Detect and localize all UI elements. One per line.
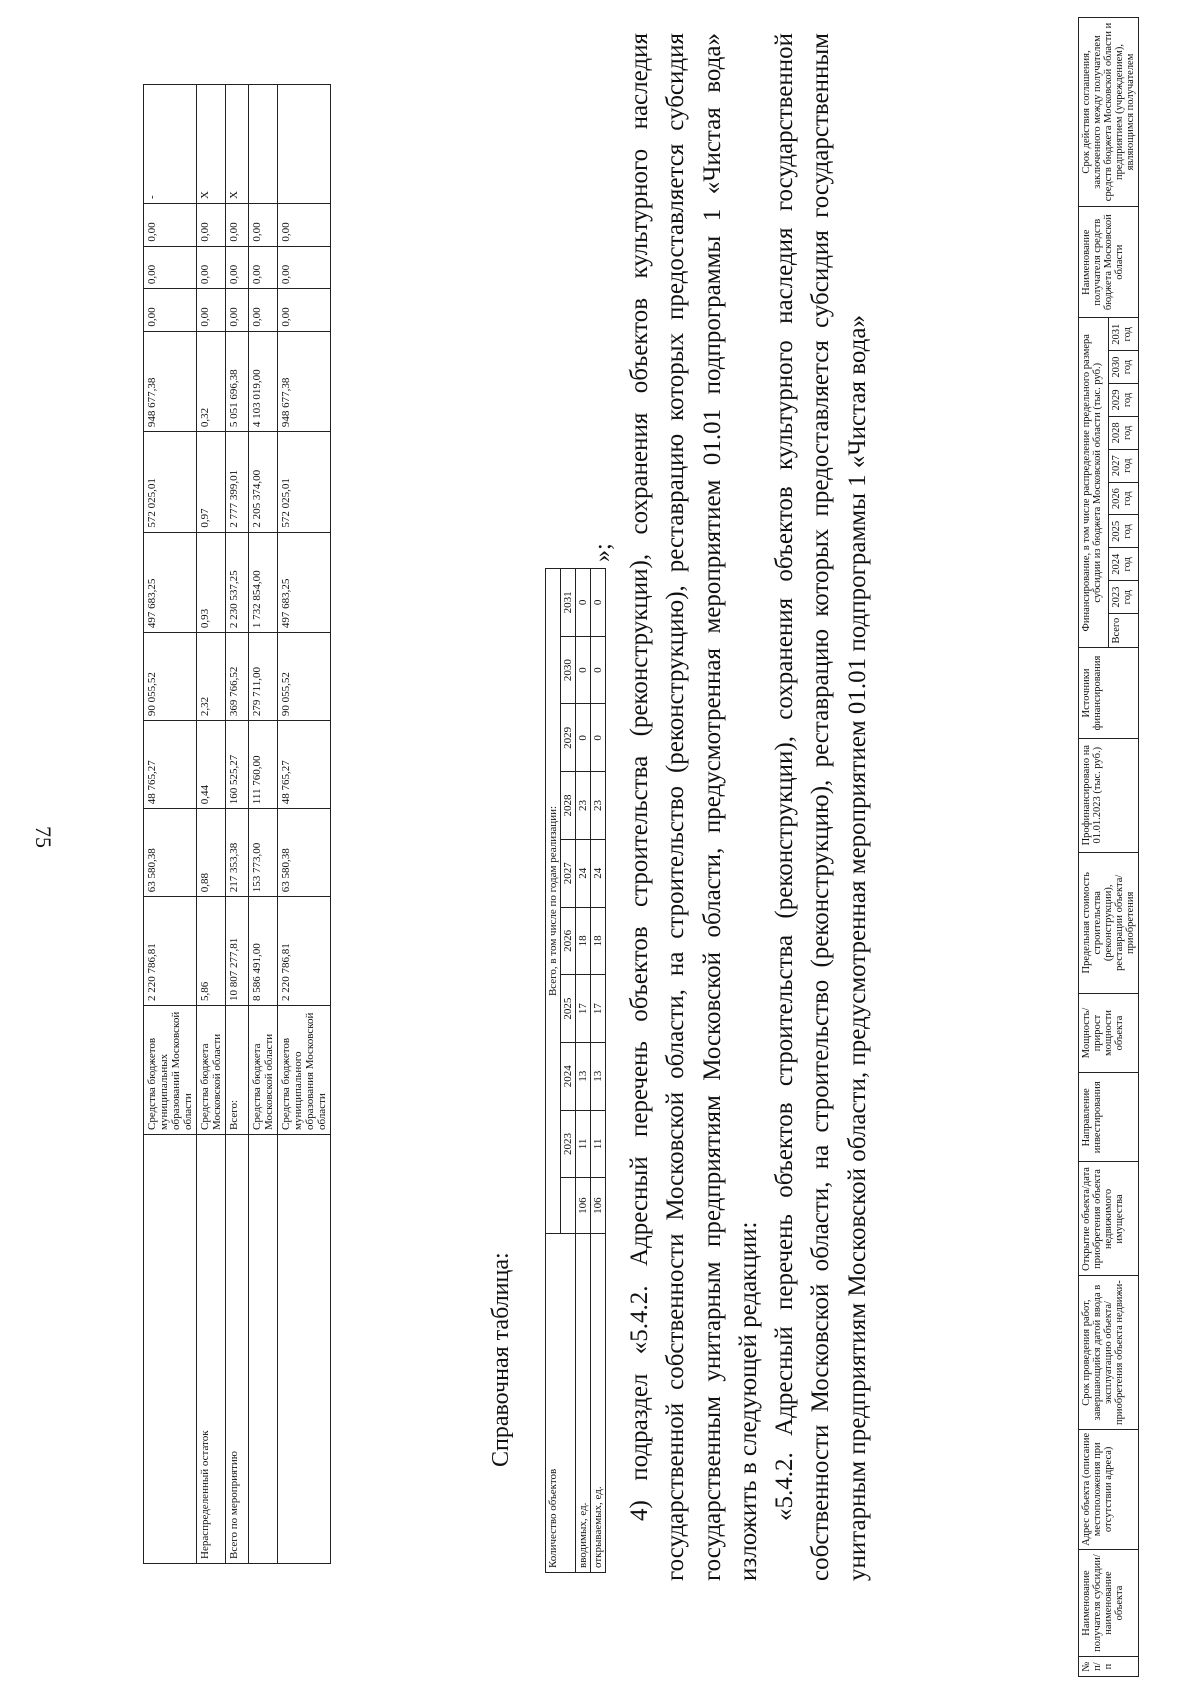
ref-row-value: 13: [576, 1042, 591, 1110]
address-list-subheader-9: 2031 год: [1109, 318, 1139, 351]
budget-cell: 497 683,25: [278, 532, 331, 632]
ref-year-2023: 2023: [561, 1110, 576, 1178]
budget-cell: 2,32: [197, 633, 226, 721]
budget-cell: 0,32: [197, 331, 226, 431]
ref-row-value: 17: [591, 975, 606, 1043]
budget-row-mark: [249, 85, 278, 204]
ref-row-value: 0: [591, 569, 606, 637]
budget-cell: 63 580,38: [278, 809, 331, 897]
address-list-subheader-8: 2030 год: [1109, 351, 1139, 384]
address-list-header-0: № п/п: [1079, 1657, 1139, 1677]
reference-row: [576, 569, 591, 1573]
address-list-header-11: Наименование получателя средств бюджета Московской области: [1079, 206, 1139, 317]
budget-row-label: Всего по мероприятию: [226, 1135, 249, 1564]
ref-year-2030: 2030: [561, 636, 576, 704]
ref-row-value: 18: [576, 907, 591, 975]
address-list-subheader-7: 2029 год: [1109, 384, 1139, 417]
budget-row-source: Средства бюджетов муниципальных образований Московской области: [144, 1006, 197, 1135]
budget-row-source: Всего:: [226, 1006, 249, 1135]
ref-row-value: 17: [576, 975, 591, 1043]
address-list-header-12: Срок действия соглашения, заключенного между получателем средств бюджета Московской области и предприятием (учреждением), являющимся получателем: [1079, 18, 1139, 207]
budget-row-mark: X: [226, 85, 249, 204]
body-text: [622, 33, 876, 1581]
address-list-header-2: Адрес объекта (описание местоположения при отсутствии адреса): [1079, 1429, 1139, 1549]
budget-cell: 48 765,27: [278, 721, 331, 809]
ref-row-value: 23: [591, 772, 606, 840]
ref-row-value: 13: [591, 1042, 606, 1110]
address-list-subheader-0: Всего: [1109, 614, 1139, 648]
ref-year-2025: 2025: [561, 975, 576, 1043]
ref-col-total: Всего, в том числе по годам реализации:: [546, 569, 561, 1234]
ref-row-value: 18: [591, 907, 606, 975]
address-list-header-9: Источники финансирования: [1079, 648, 1139, 739]
budget-cell: 948 677,38: [144, 331, 197, 431]
ref-year-2026: 2026: [561, 907, 576, 975]
budget-row-source: Средства бюджетов муниципального образования Московской области: [278, 1006, 331, 1135]
ref-row-label: открываемых, ед.: [591, 1234, 606, 1573]
budget-cell: 0,00: [278, 204, 331, 247]
budget-table: [143, 84, 331, 1564]
budget-cell: 0,00: [197, 246, 226, 289]
budget-cell: 0,00: [144, 204, 197, 247]
budget-row-source: Средства бюджета Московской области: [197, 1006, 226, 1135]
budget-cell: 2 220 786,81: [278, 897, 331, 1006]
address-list-header-10: Финансирование, в том числе распределение предельного размера субсидии из бюджета Московской области (тыс. руб.): [1079, 318, 1109, 648]
budget-cell: 1 732 854,00: [249, 532, 278, 632]
budget-cell: 2 205 374,00: [249, 432, 278, 532]
budget-cell: 948 677,38: [278, 331, 331, 431]
budget-row: [249, 85, 278, 1564]
budget-row-label: Нераспределенный остаток: [197, 1135, 226, 1564]
ref-row-value: 0: [576, 569, 591, 637]
address-list-subheader-1: 2023 год: [1109, 581, 1139, 614]
ref-year-2028: 2028: [561, 772, 576, 840]
address-list-table: [1078, 17, 1139, 1677]
budget-cell: 10 807 277,81: [226, 897, 249, 1006]
address-list-subheader-5: 2027 год: [1109, 449, 1139, 482]
reference-header-row: [546, 569, 561, 1573]
budget-row: [144, 85, 197, 1564]
budget-cell: 5,86: [197, 897, 226, 1006]
ref-row-value: 24: [576, 839, 591, 907]
address-list-header-6: Мощность/ прирост мощности объекта: [1079, 993, 1139, 1072]
address-list-header-8: Профинансировано на 01.01.2023 (тыс. руб.): [1079, 738, 1139, 852]
budget-cell: 0,93: [197, 532, 226, 632]
address-list-header-1: Наименование получателя субсидии/наименование объекта: [1079, 1549, 1139, 1656]
address-list-header-7: Предельная стоимость строительства (реконструкции), реставрации объекта/ приобретения: [1079, 852, 1139, 993]
budget-cell: 0,00: [144, 289, 197, 332]
ref-row-value: 0: [576, 636, 591, 704]
reference-table-title: Справочная таблица:: [488, 1252, 514, 1467]
budget-cell: 153 773,00: [249, 809, 278, 897]
ref-year-2029: 2029: [561, 704, 576, 772]
ref-row-value: 11: [576, 1110, 591, 1178]
budget-cell: 0,00: [226, 204, 249, 247]
ref-row-value: 24: [591, 839, 606, 907]
budget-cell: 5 051 696,38: [226, 331, 249, 431]
ref-row-value: 0: [576, 704, 591, 772]
budget-cell: 217 353,38: [226, 809, 249, 897]
ref-total-header: [561, 1178, 576, 1234]
budget-cell: 8 586 491,00: [249, 897, 278, 1006]
ref-row-label: вводимых, ед.: [576, 1234, 591, 1573]
budget-cell: 279 711,00: [249, 633, 278, 721]
budget-row-mark: X: [197, 85, 226, 204]
ref-row-value: 0: [591, 636, 606, 704]
budget-cell: 90 055,52: [144, 633, 197, 721]
budget-row-label: [278, 1135, 331, 1564]
budget-cell: 4 103 019,00: [249, 331, 278, 431]
ref-year-2031: 2031: [561, 569, 576, 637]
address-list-subheader-3: 2025 год: [1109, 515, 1139, 548]
budget-cell: 160 525,27: [226, 721, 249, 809]
reference-table: [545, 568, 606, 1573]
budget-cell: 90 055,52: [278, 633, 331, 721]
budget-cell: 48 765,27: [144, 721, 197, 809]
budget-row-mark: [278, 85, 331, 204]
budget-cell: 572 025,01: [144, 432, 197, 532]
reference-closing-quote: »;: [590, 543, 616, 562]
budget-cell: 572 025,01: [278, 432, 331, 532]
address-list-header-5: Направление инвестирования: [1079, 1073, 1139, 1162]
budget-cell: 0,88: [197, 809, 226, 897]
address-list-subheader-4: 2026 год: [1109, 482, 1139, 515]
address-list-subheader-6: 2028 год: [1109, 416, 1139, 449]
ref-year-2027: 2027: [561, 839, 576, 907]
budget-cell: 0,00: [249, 289, 278, 332]
budget-cell: 2 220 786,81: [144, 897, 197, 1006]
address-list-header-4: Открытие объекта/дата приобретения объекта недвижимого имущества: [1079, 1162, 1139, 1276]
address-list-header-row: [1079, 18, 1109, 1677]
budget-row-label: [249, 1135, 278, 1564]
budget-cell: 0,00: [249, 246, 278, 289]
budget-row: [278, 85, 331, 1564]
budget-cell: 0,00: [249, 204, 278, 247]
ref-row-total: 106: [591, 1178, 606, 1234]
budget-cell: 63 580,38: [144, 809, 197, 897]
budget-row: [226, 85, 249, 1564]
ref-row-value: 11: [591, 1110, 606, 1178]
address-list-header-3: Срок проведения работ, завершающийся датой ввода в эксплуатацию объекта/ приобретения объекта недвижи-: [1079, 1276, 1139, 1429]
page-number: 75: [31, 826, 56, 848]
budget-cell: 2 777 399,01: [226, 432, 249, 532]
reference-row: [591, 569, 606, 1573]
ref-row-value: 23: [576, 772, 591, 840]
ref-row-total: 106: [576, 1178, 591, 1234]
paragraph-amendment: 4) подраздел «5.4.2. Адресный перечень объектов строительства (реконструкции), сохранения объектов культурного наследия государственной собственности Московской области, на строительство (реконструкцию), реставрацию которых предоставляется субсидия государственным унитарным предприятиям Московской области, предусмотренная мероприятием 01.01 подпрограммы 1 «Чистая вода» изложить в следующей редакции:: [626, 33, 762, 1581]
budget-cell: 0,00: [197, 289, 226, 332]
budget-cell: 0,00: [226, 289, 249, 332]
budget-cell: 0,44: [197, 721, 226, 809]
budget-cell: 0,97: [197, 432, 226, 532]
budget-cell: 369 766,52: [226, 633, 249, 721]
budget-row-mark: -: [144, 85, 197, 204]
budget-cell: 0,00: [226, 246, 249, 289]
budget-cell: 0,00: [197, 204, 226, 247]
paragraph-section-title: «5.4.2. Адресный перечень объектов строительства (реконструкции), сохранения объектов культурного наследия государственной собственности Московской области, на строительство (реконструкцию), реставрацию которых предоставляется субсидия государственным унитарным предприятиям Московской области, предусмотренная мероприятием 01.01 подпрограммы 1 «Чистая вода»: [771, 33, 871, 1581]
budget-cell: 2 230 537,25: [226, 532, 249, 632]
ref-year-2024: 2024: [561, 1042, 576, 1110]
budget-cell: 497 683,25: [144, 532, 197, 632]
budget-row-label: [144, 1135, 197, 1564]
budget-cell: 111 760,00: [249, 721, 278, 809]
budget-row: [197, 85, 226, 1564]
ref-row-value: 0: [591, 704, 606, 772]
address-list-subheader-2: 2024 год: [1109, 548, 1139, 581]
ref-col-count: Количество объектов: [546, 1234, 576, 1573]
budget-row-source: Средства бюджета Московской области: [249, 1006, 278, 1135]
budget-cell: 0,00: [144, 246, 197, 289]
budget-cell: 0,00: [278, 246, 331, 289]
budget-cell: 0,00: [278, 289, 331, 332]
